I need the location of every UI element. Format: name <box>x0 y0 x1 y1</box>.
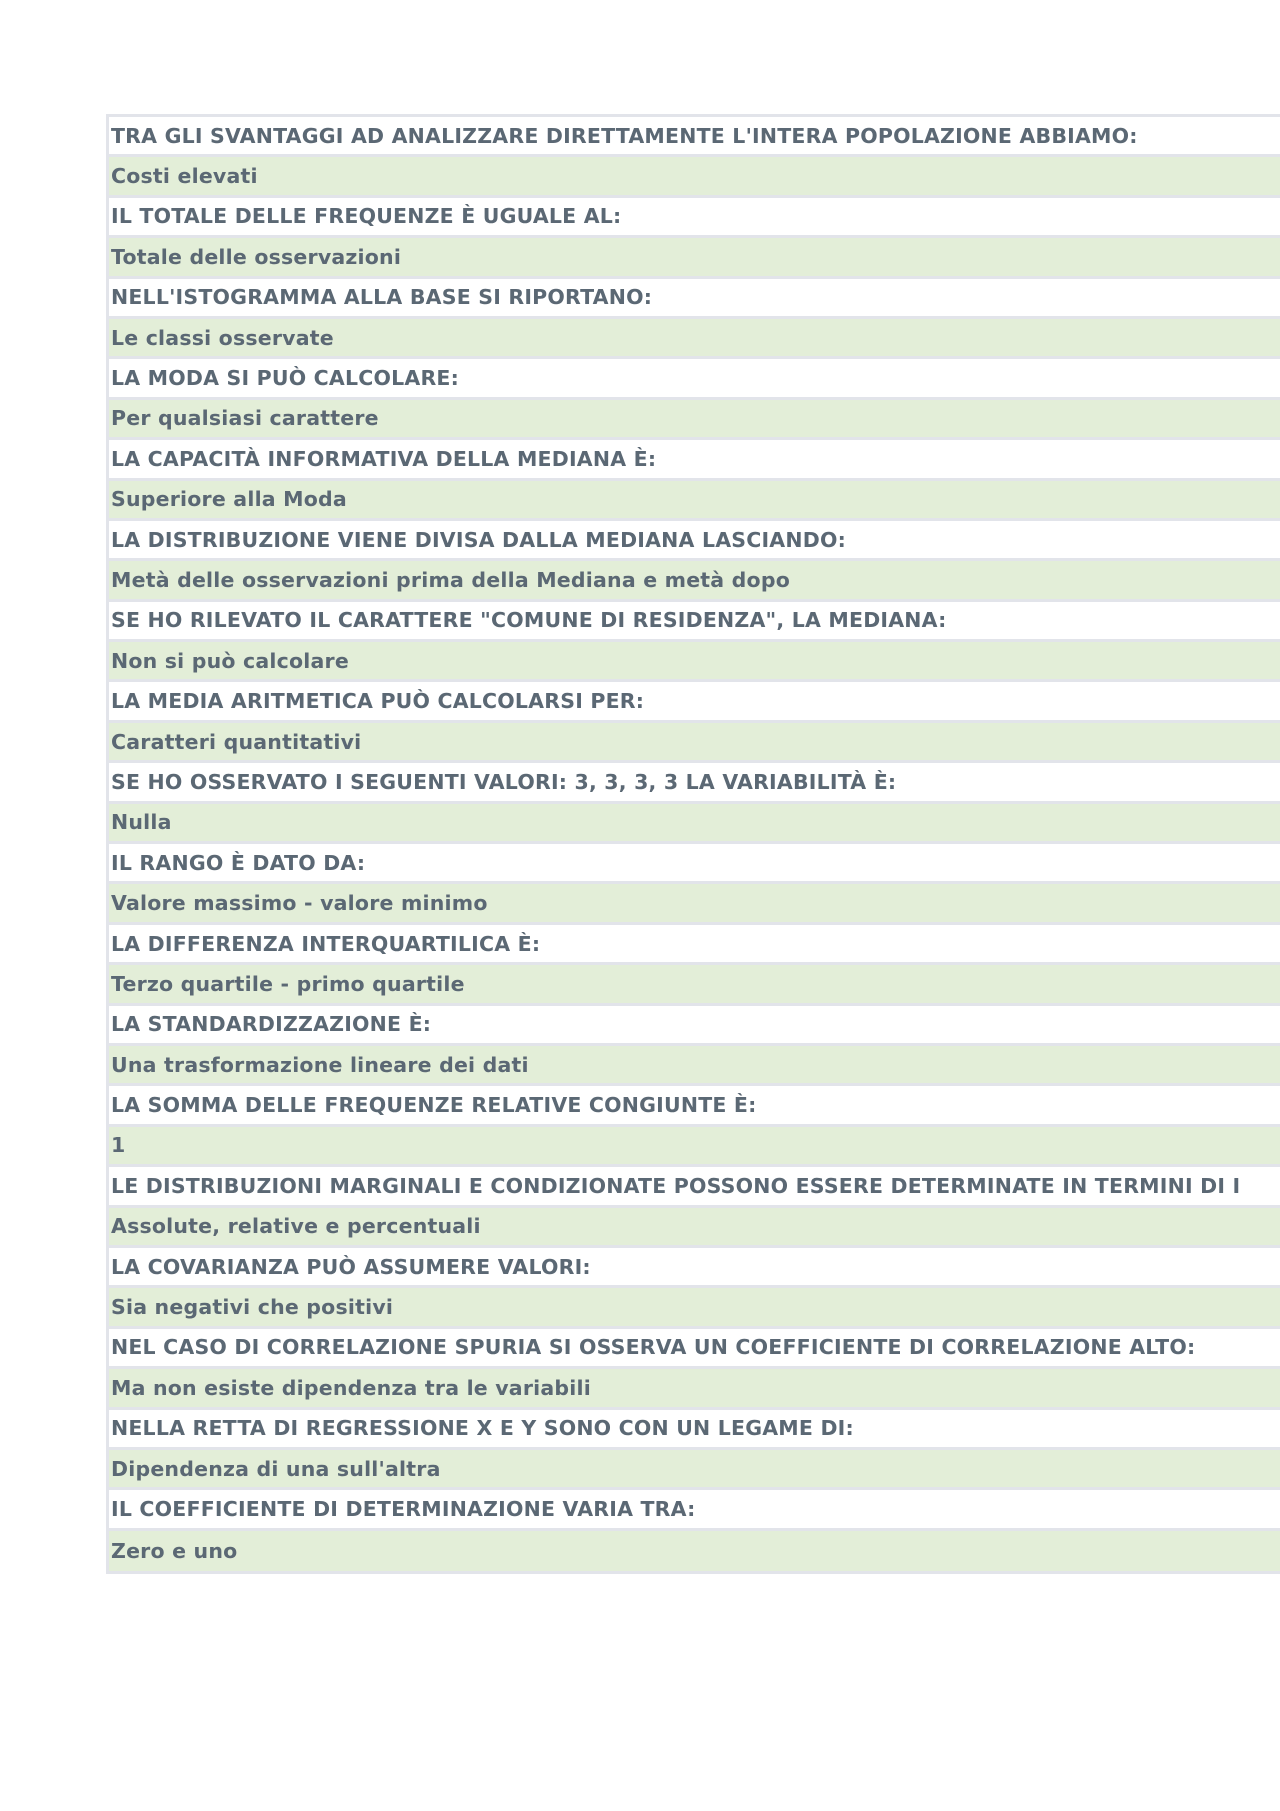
question-row: LA SOMMA DELLE FREQUENZE RELATIVE CONGIUNTE È: <box>109 1086 1280 1126</box>
question-row: LA DISTRIBUZIONE VIENE DIVISA DALLA MEDIANA LASCIANDO: <box>109 521 1280 561</box>
answer-row: Valore massimo - valore minimo <box>109 884 1280 924</box>
answer-row: Totale delle osservazioni <box>109 238 1280 278</box>
question-row: SE HO RILEVATO IL CARATTERE "COMUNE DI RESIDENZA", LA MEDIANA: <box>109 602 1280 642</box>
question-row: LA COVARIANZA PUÒ ASSUMERE VALORI: <box>109 1248 1280 1288</box>
answer-row: Caratteri quantitativi <box>109 723 1280 763</box>
answer-row: Terzo quartile - primo quartile <box>109 965 1280 1005</box>
question-row: IL TOTALE DELLE FREQUENZE È UGUALE AL: <box>109 198 1280 238</box>
question-row: LA CAPACITÀ INFORMATIVA DELLA MEDIANA È: <box>109 440 1280 480</box>
qa-sheet <box>106 114 1280 1574</box>
answer-row: Costi elevati <box>109 157 1280 197</box>
answer-row: Nulla <box>109 804 1280 844</box>
answer-row: Le classi osservate <box>109 319 1280 359</box>
answer-row: Zero e uno <box>109 1531 1280 1571</box>
question-row: IL RANGO È DATO DA: <box>109 844 1280 884</box>
question-row: LA MEDIA ARITMETICA PUÒ CALCOLARSI PER: <box>109 682 1280 722</box>
question-row: IL COEFFICIENTE DI DETERMINAZIONE VARIA TRA: <box>109 1490 1280 1530</box>
question-row: SE HO OSSERVATO I SEGUENTI VALORI: 3, 3, 3, 3 LA VARIABILITÀ È: <box>109 763 1280 803</box>
question-row: LA STANDARDIZZAZIONE È: <box>109 1006 1280 1046</box>
question-row: LE DISTRIBUZIONI MARGINALI E CONDIZIONATE POSSONO ESSERE DETERMINATE IN TERMINI DI I <box>109 1167 1280 1207</box>
answer-row: Assolute, relative e percentuali <box>109 1208 1280 1248</box>
answer-row: Sia negativi che positivi <box>109 1288 1280 1328</box>
question-row: LA DIFFERENZA INTERQUARTILICA È: <box>109 925 1280 965</box>
question-row: LA MODA SI PUÒ CALCOLARE: <box>109 359 1280 399</box>
answer-row: Per qualsiasi carattere <box>109 400 1280 440</box>
answer-row: Una trasformazione lineare dei dati <box>109 1046 1280 1086</box>
answer-row: Non si può calcolare <box>109 642 1280 682</box>
question-row: NELL'ISTOGRAMMA ALLA BASE SI RIPORTANO: <box>109 279 1280 319</box>
answer-row: Ma non esiste dipendenza tra le variabili <box>109 1369 1280 1409</box>
answer-row: Superiore alla Moda <box>109 481 1280 521</box>
answer-row: Metà delle osservazioni prima della Mediana e metà dopo <box>109 561 1280 601</box>
question-row: NEL CASO DI CORRELAZIONE SPURIA SI OSSERVA UN COEFFICIENTE DI CORRELAZIONE ALTO: <box>109 1329 1280 1369</box>
question-row: TRA GLI SVANTAGGI AD ANALIZZARE DIRETTAMENTE L'INTERA POPOLAZIONE ABBIAMO: <box>109 117 1280 157</box>
question-row: NELLA RETTA DI REGRESSIONE X E Y SONO CON UN LEGAME DI: <box>109 1410 1280 1450</box>
answer-row: 1 <box>109 1127 1280 1167</box>
answer-row: Dipendenza di una sull'altra <box>109 1450 1280 1490</box>
